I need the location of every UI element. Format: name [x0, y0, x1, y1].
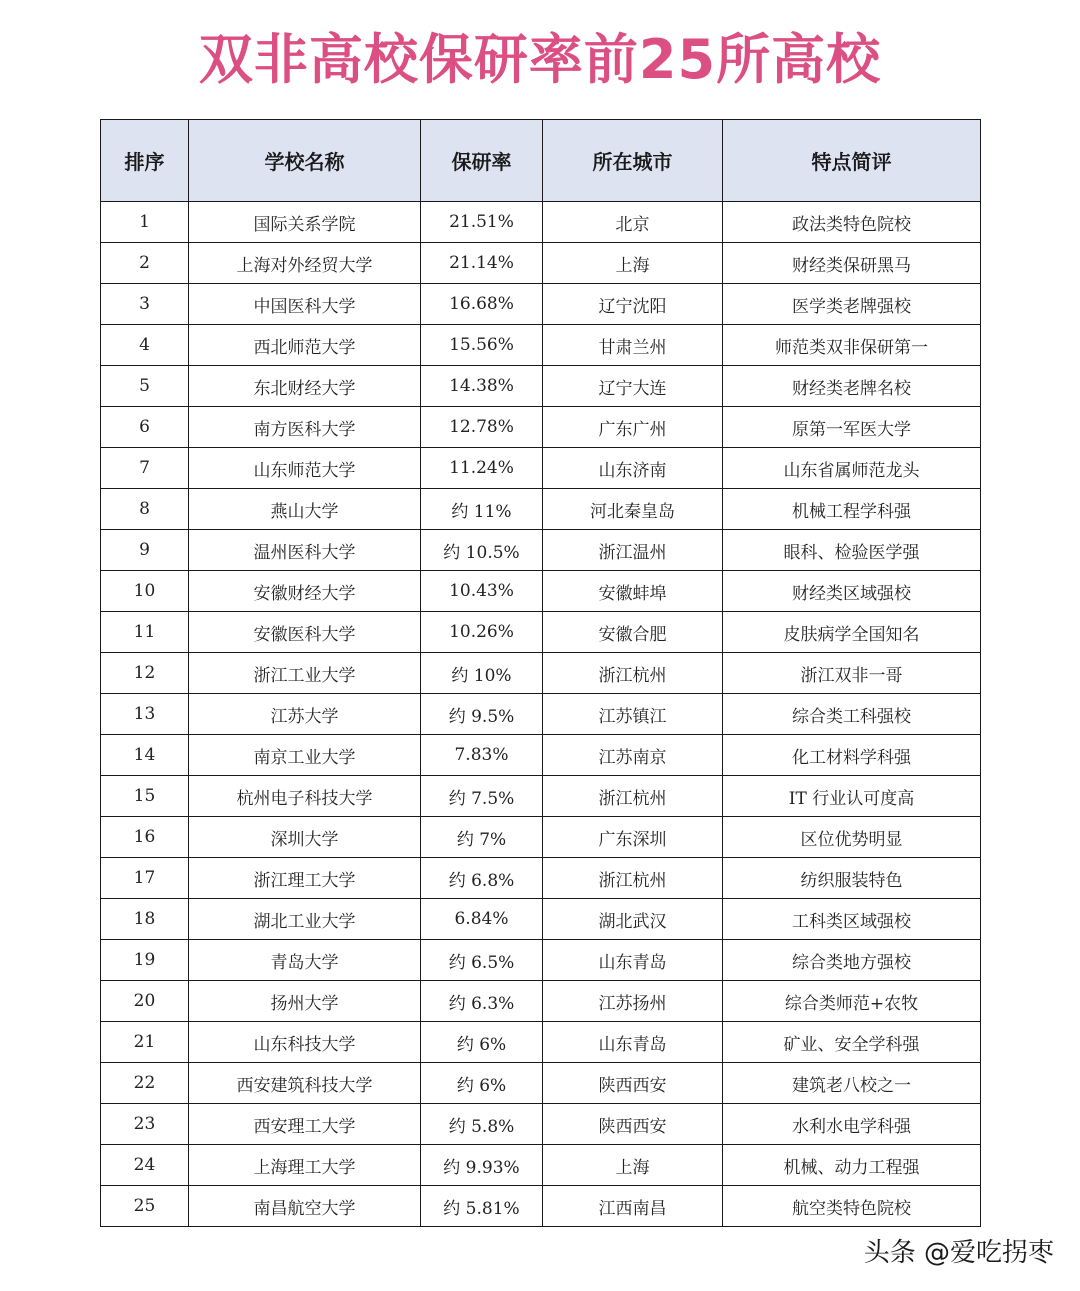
cell-school-name: 扬州大学 — [189, 981, 421, 1022]
cell-rate: 约 7.5% — [421, 776, 543, 817]
table-row — [101, 1022, 981, 1063]
cell-rank: 16 — [101, 817, 189, 858]
cell-comment: IT 行业认可度高 — [723, 776, 981, 817]
cell-comment: 综合类工科强校 — [723, 694, 981, 735]
cell-rate: 21.14% — [421, 243, 543, 284]
table-row — [101, 325, 981, 366]
cell-rank: 8 — [101, 489, 189, 530]
cell-rank: 11 — [101, 612, 189, 653]
cell-rate: 21.51% — [421, 202, 543, 243]
cell-comment: 医学类老牌强校 — [723, 284, 981, 325]
cell-rate: 10.26% — [421, 612, 543, 653]
cell-rank: 24 — [101, 1145, 189, 1186]
cell-school-name: 西安建筑科技大学 — [189, 1063, 421, 1104]
cell-rate: 约 10.5% — [421, 530, 543, 571]
table-row — [101, 899, 981, 940]
cell-rank: 18 — [101, 899, 189, 940]
table-body — [101, 202, 981, 1227]
cell-rate: 16.68% — [421, 284, 543, 325]
table-row — [101, 1104, 981, 1145]
cell-rank: 19 — [101, 940, 189, 981]
table-row — [101, 1063, 981, 1104]
cell-rate: 7.83% — [421, 735, 543, 776]
cell-city: 山东济南 — [543, 448, 723, 489]
table-row — [101, 940, 981, 981]
cell-city: 安徽合肥 — [543, 612, 723, 653]
cell-rank: 9 — [101, 530, 189, 571]
cell-school-name: 温州医科大学 — [189, 530, 421, 571]
cell-city: 辽宁沈阳 — [543, 284, 723, 325]
table-row — [101, 571, 981, 612]
table-row — [101, 776, 981, 817]
cell-school-name: 上海理工大学 — [189, 1145, 421, 1186]
table-row — [101, 694, 981, 735]
cell-rate: 约 9.5% — [421, 694, 543, 735]
cell-comment: 原第一军医大学 — [723, 407, 981, 448]
cell-rank: 12 — [101, 653, 189, 694]
cell-rate: 约 6.8% — [421, 858, 543, 899]
cell-rank: 15 — [101, 776, 189, 817]
cell-city: 北京 — [543, 202, 723, 243]
ranking-table — [100, 119, 981, 1227]
cell-rank: 2 — [101, 243, 189, 284]
cell-school-name: 山东师范大学 — [189, 448, 421, 489]
cell-rate: 约 6.3% — [421, 981, 543, 1022]
cell-comment: 机械、动力工程强 — [723, 1145, 981, 1186]
cell-rank: 17 — [101, 858, 189, 899]
cell-rate: 约 11% — [421, 489, 543, 530]
cell-rank: 21 — [101, 1022, 189, 1063]
cell-rate: 约 5.81% — [421, 1186, 543, 1227]
cell-rank: 20 — [101, 981, 189, 1022]
cell-rank: 3 — [101, 284, 189, 325]
cell-city: 上海 — [543, 1145, 723, 1186]
cell-school-name: 中国医科大学 — [189, 284, 421, 325]
table-row — [101, 284, 981, 325]
cell-school-name: 安徽财经大学 — [189, 571, 421, 612]
table-row — [101, 735, 981, 776]
cell-city: 江苏镇江 — [543, 694, 723, 735]
cell-rate: 约 9.93% — [421, 1145, 543, 1186]
table-row — [101, 612, 981, 653]
cell-school-name: 南方医科大学 — [189, 407, 421, 448]
table-row — [101, 1186, 981, 1227]
header-city: 所在城市 — [543, 120, 723, 202]
table-row — [101, 1145, 981, 1186]
cell-rank: 10 — [101, 571, 189, 612]
header-comment: 特点简评 — [723, 120, 981, 202]
cell-city: 上海 — [543, 243, 723, 284]
cell-city: 广东广州 — [543, 407, 723, 448]
table-row — [101, 243, 981, 284]
cell-city: 江苏扬州 — [543, 981, 723, 1022]
cell-city: 陕西西安 — [543, 1063, 723, 1104]
cell-comment: 综合类师范+农牧 — [723, 981, 981, 1022]
cell-comment: 师范类双非保研第一 — [723, 325, 981, 366]
cell-school-name: 浙江工业大学 — [189, 653, 421, 694]
cell-city: 江西南昌 — [543, 1186, 723, 1227]
cell-comment: 化工材料学科强 — [723, 735, 981, 776]
cell-city: 浙江杭州 — [543, 776, 723, 817]
header-rate: 保研率 — [421, 120, 543, 202]
table-row — [101, 530, 981, 571]
cell-comment: 工科类区域强校 — [723, 899, 981, 940]
cell-school-name: 西安理工大学 — [189, 1104, 421, 1145]
cell-school-name: 南昌航空大学 — [189, 1186, 421, 1227]
cell-rate: 约 6.5% — [421, 940, 543, 981]
cell-rate: 约 6% — [421, 1063, 543, 1104]
table-row — [101, 202, 981, 243]
cell-comment: 政法类特色院校 — [723, 202, 981, 243]
header-school-name: 学校名称 — [189, 120, 421, 202]
cell-rank: 25 — [101, 1186, 189, 1227]
cell-rank: 7 — [101, 448, 189, 489]
cell-rate: 12.78% — [421, 407, 543, 448]
cell-rate: 10.43% — [421, 571, 543, 612]
cell-school-name: 湖北工业大学 — [189, 899, 421, 940]
table-row — [101, 448, 981, 489]
cell-school-name: 浙江理工大学 — [189, 858, 421, 899]
cell-comment: 水利水电学科强 — [723, 1104, 981, 1145]
table-row — [101, 981, 981, 1022]
cell-city: 湖北武汉 — [543, 899, 723, 940]
cell-rate: 约 10% — [421, 653, 543, 694]
cell-school-name: 安徽医科大学 — [189, 612, 421, 653]
header-rank: 排序 — [101, 120, 189, 202]
table-row — [101, 653, 981, 694]
cell-city: 江苏南京 — [543, 735, 723, 776]
cell-city: 辽宁大连 — [543, 366, 723, 407]
cell-school-name: 上海对外经贸大学 — [189, 243, 421, 284]
cell-city: 浙江杭州 — [543, 858, 723, 899]
cell-city: 浙江杭州 — [543, 653, 723, 694]
table-row — [101, 366, 981, 407]
cell-city: 甘肃兰州 — [543, 325, 723, 366]
table-row — [101, 858, 981, 899]
cell-comment: 纺织服装特色 — [723, 858, 981, 899]
cell-comment: 建筑老八校之一 — [723, 1063, 981, 1104]
cell-rank: 4 — [101, 325, 189, 366]
cell-rate: 11.24% — [421, 448, 543, 489]
cell-rank: 13 — [101, 694, 189, 735]
cell-rank: 22 — [101, 1063, 189, 1104]
table-header-row — [101, 120, 981, 202]
cell-rank: 14 — [101, 735, 189, 776]
watermark: 头条 @爱吃拐枣 — [863, 1238, 1054, 1268]
cell-school-name: 江苏大学 — [189, 694, 421, 735]
cell-comment: 机械工程学科强 — [723, 489, 981, 530]
cell-rate: 约 7% — [421, 817, 543, 858]
cell-school-name: 深圳大学 — [189, 817, 421, 858]
cell-rank: 5 — [101, 366, 189, 407]
table-row — [101, 489, 981, 530]
cell-comment: 矿业、安全学科强 — [723, 1022, 981, 1063]
cell-comment: 财经类老牌名校 — [723, 366, 981, 407]
cell-city: 浙江温州 — [543, 530, 723, 571]
cell-school-name: 国际关系学院 — [189, 202, 421, 243]
page-title: 双非高校保研率前25所高校 — [198, 28, 882, 91]
cell-rank: 23 — [101, 1104, 189, 1145]
cell-city: 陕西西安 — [543, 1104, 723, 1145]
cell-school-name: 西北师范大学 — [189, 325, 421, 366]
cell-comment: 综合类地方强校 — [723, 940, 981, 981]
cell-city: 安徽蚌埠 — [543, 571, 723, 612]
cell-city: 河北秦皇岛 — [543, 489, 723, 530]
cell-rate: 约 6% — [421, 1022, 543, 1063]
cell-comment: 区位优势明显 — [723, 817, 981, 858]
cell-comment: 浙江双非一哥 — [723, 653, 981, 694]
cell-rank: 1 — [101, 202, 189, 243]
cell-comment: 财经类保研黑马 — [723, 243, 981, 284]
cell-school-name: 燕山大学 — [189, 489, 421, 530]
cell-city: 广东深圳 — [543, 817, 723, 858]
cell-comment: 山东省属师范龙头 — [723, 448, 981, 489]
cell-comment: 财经类区域强校 — [723, 571, 981, 612]
cell-comment: 眼科、检验医学强 — [723, 530, 981, 571]
cell-school-name: 东北财经大学 — [189, 366, 421, 407]
cell-comment: 航空类特色院校 — [723, 1186, 981, 1227]
cell-rate: 15.56% — [421, 325, 543, 366]
cell-city: 山东青岛 — [543, 1022, 723, 1063]
cell-rank: 6 — [101, 407, 189, 448]
cell-city: 山东青岛 — [543, 940, 723, 981]
table-row — [101, 407, 981, 448]
cell-rate: 6.84% — [421, 899, 543, 940]
cell-rate: 14.38% — [421, 366, 543, 407]
cell-school-name: 青岛大学 — [189, 940, 421, 981]
cell-school-name: 山东科技大学 — [189, 1022, 421, 1063]
cell-school-name: 杭州电子科技大学 — [189, 776, 421, 817]
cell-rate: 约 5.8% — [421, 1104, 543, 1145]
cell-comment: 皮肤病学全国知名 — [723, 612, 981, 653]
cell-school-name: 南京工业大学 — [189, 735, 421, 776]
table-row — [101, 817, 981, 858]
